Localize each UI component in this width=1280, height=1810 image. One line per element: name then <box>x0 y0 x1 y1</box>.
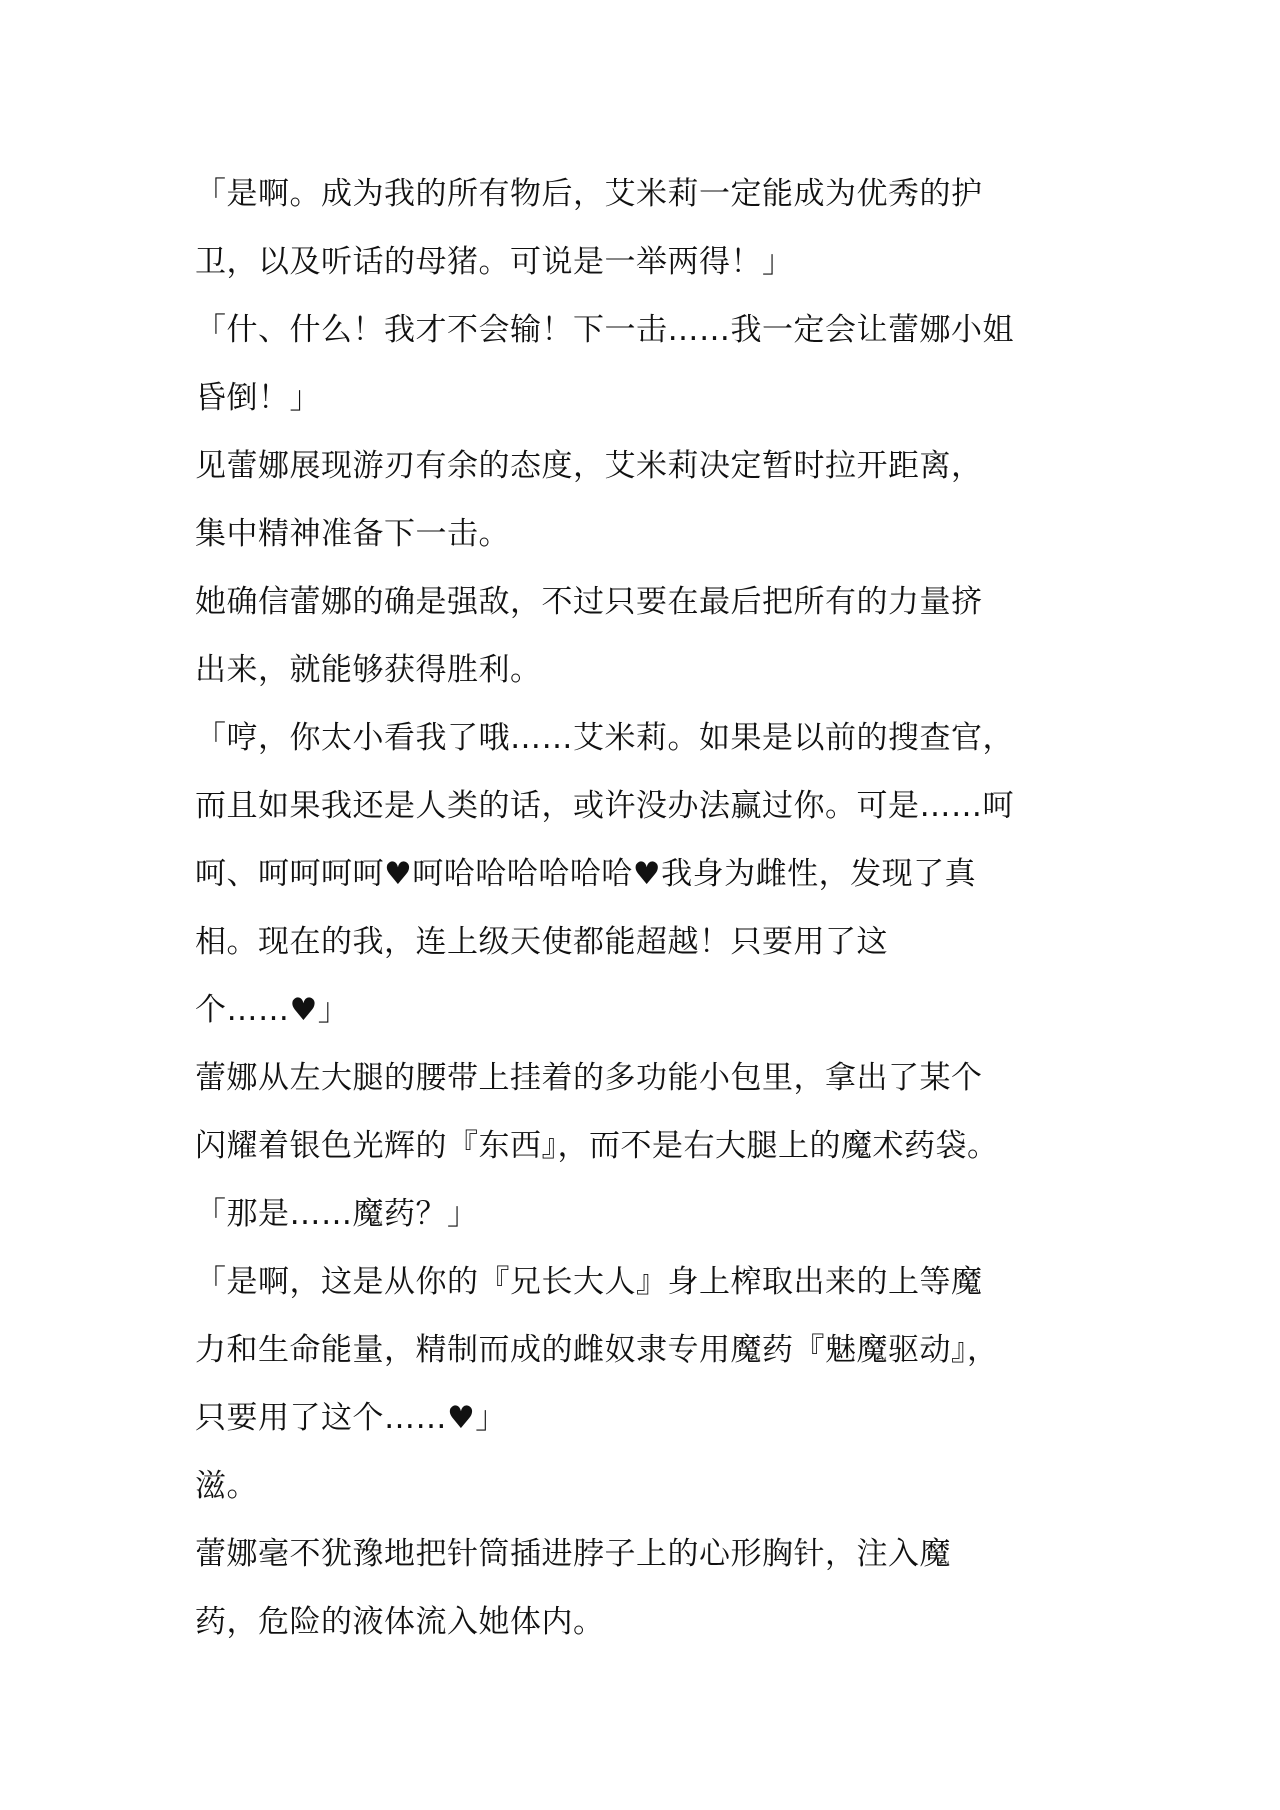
text-line: 呵、呵呵呵呵♥呵哈哈哈哈哈哈♥我身为雌性，发现了真 <box>195 856 977 892</box>
text-line: 力和生命能量，精制而成的雌奴隶专用魔药『魅魔驱动』， <box>195 1332 999 1368</box>
text-line: 个……♥」 <box>195 992 350 1028</box>
text-line: 「什、什么！我才不会输！下一击……我一定会让蕾娜小姐 <box>195 312 1014 348</box>
text-line: 卫，以及听话的母猪。可说是一举两得！」 <box>195 244 794 280</box>
text-line: 蕾娜从左大腿的腰带上挂着的多功能小包里，拿出了某个 <box>195 1060 983 1096</box>
text-line: 「是啊，这是从你的『兄长大人』身上榨取出来的上等魔 <box>195 1264 983 1300</box>
text-body <box>195 160 1095 1656</box>
text-line: 相。现在的我，连上级天使都能超越！只要用了这 <box>195 924 888 960</box>
text-line: 只要用了这个……♥」 <box>195 1400 507 1436</box>
text-line: 见蕾娜展现游刃有余的态度，艾米莉决定暂时拉开距离， <box>195 448 983 484</box>
text-line: 集中精神准备下一击。 <box>195 516 510 552</box>
text-line: 滋。 <box>195 1468 258 1504</box>
text-line: 而且如果我还是人类的话，或许没办法赢过你。可是……呵 <box>195 788 1014 824</box>
text-line: 药，危险的液体流入她体内。 <box>195 1604 605 1640</box>
text-line: 蕾娜毫不犹豫地把针筒插进脖子上的心形胸针，注入魔 <box>195 1536 951 1572</box>
text-line: 出来，就能够获得胜利。 <box>195 652 542 688</box>
text-line: 「那是……魔药？」 <box>195 1196 479 1232</box>
text-line: 「是啊。成为我的所有物后，艾米莉一定能成为优秀的护 <box>195 176 983 212</box>
text-line: 「哼，你太小看我了哦……艾米莉。如果是以前的搜查官， <box>195 720 1014 756</box>
text-line: 闪耀着银色光辉的『东西』，而不是右大腿上的魔术药袋。 <box>195 1128 999 1164</box>
text-line: 她确信蕾娜的确是强敌，不过只要在最后把所有的力量挤 <box>195 584 983 620</box>
text-line: 昏倒！」 <box>195 380 321 416</box>
